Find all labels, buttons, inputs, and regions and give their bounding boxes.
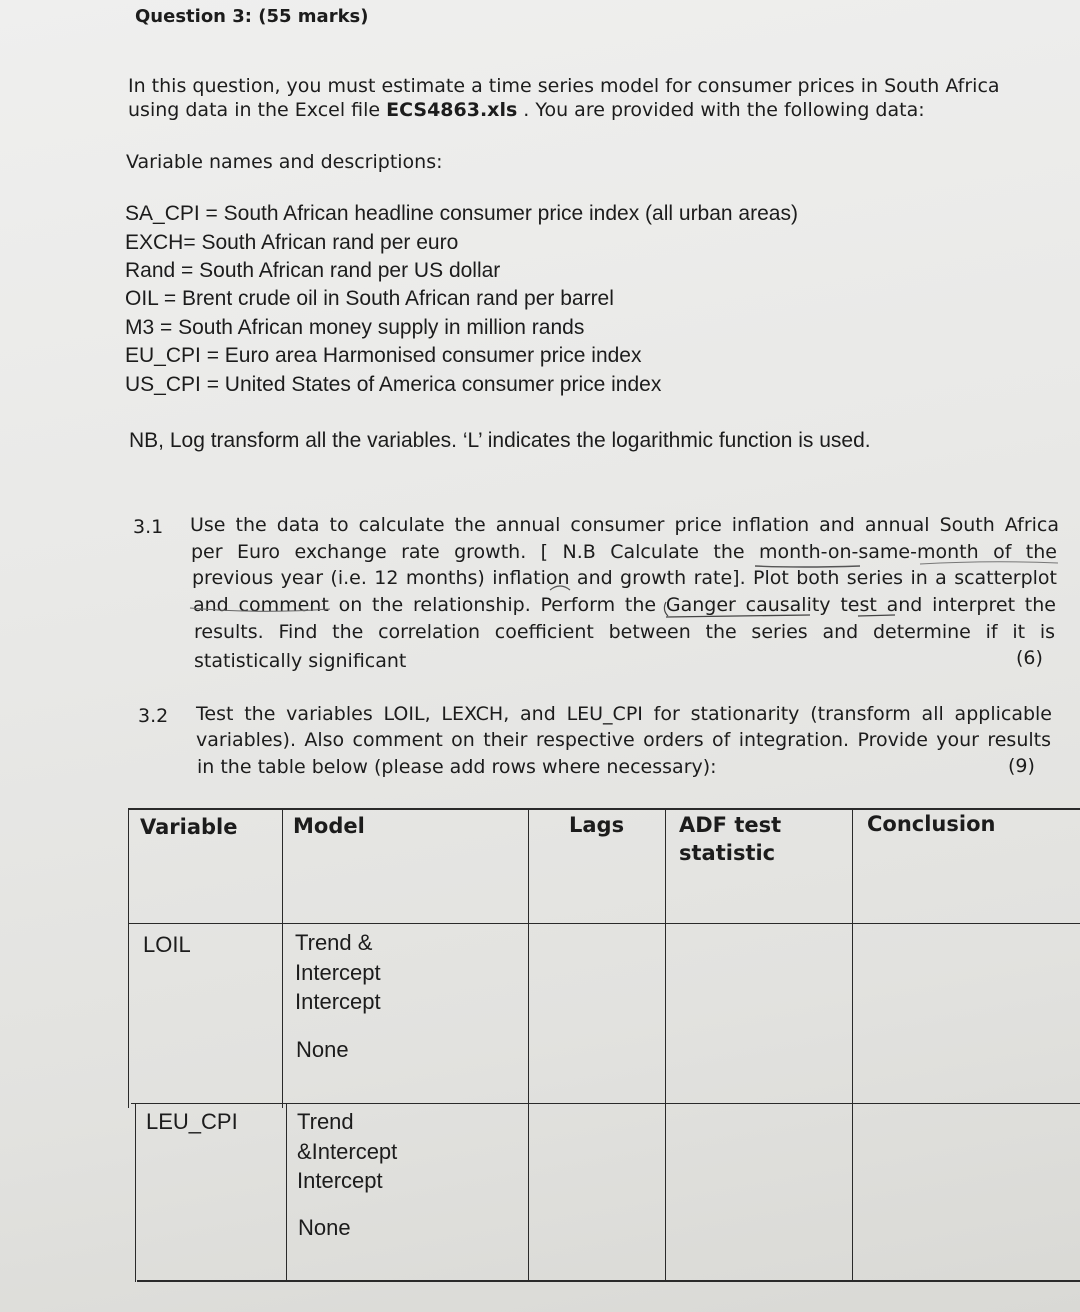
table-left-border-lower [135,1103,136,1282]
question-3-1-number: 3.1 [133,516,164,538]
table-cell-model-leu-cpi-1: Trend [297,1109,354,1134]
question-3-1-line-6: statistically significant [194,650,407,672]
question-3-2-line-1: Test the variables LOIL, LEXCH, and LEU_CPI for stationarity (transform all applicable [196,703,1052,725]
intro-line-2-prefix: using data in the Excel file [128,99,387,121]
question-3-1-line-3: previous year (i.e. 12 months) inflation and growth rate]. Plot both series in a scatterplot [192,567,1057,589]
table-cell-model-loil-3: Intercept [295,989,381,1014]
table-cell-model-leu-cpi-2: &Intercept [297,1139,398,1164]
question-3-2-number: 3.2 [138,705,169,727]
variable-desc-oil: OIL = Brent crude oil in South African rand per barrel [125,287,614,310]
table-bottom-border [137,1280,1080,1282]
table-header-adf-line-1: ADF test [679,813,782,837]
intro-line-1: In this question, you must estimate a time series model for consumer prices in South Africa [128,75,1000,97]
question-3-1-line-2: per Euro exchange rate growth. [ N.B Calculate the month-on-same-month of the [191,541,1057,563]
table-header-conclusion: Conclusion [867,812,996,836]
question-3-2-line-2: variables). Also comment on their respective orders of integration. Provide your results [196,729,1051,751]
table-cell-model-loil-1: Trend & [295,930,373,955]
table-header-lags: Lags [569,813,625,837]
table-cell-variable-loil: LOIL [143,932,191,957]
table-cell-model-leu-cpi-4: None [298,1215,351,1240]
table-cell-model-loil-4: None [296,1037,349,1062]
table-header-adf-line-2: statistic [679,841,776,865]
table-left-border-upper [128,808,129,1108]
question-3-2-line-3: in the table below (please add rows where necessary): [197,756,717,778]
nb-log-transform-note: NB, Log transform all the variables. ‘L’ indicates the logarithmic function is used. [129,429,871,452]
variable-desc-rand: Rand = South African rand per US dollar [125,259,501,282]
table-header-variable: Variable [140,815,238,839]
intro-line-2-suffix: . You are provided with the following data: [517,99,925,121]
question-3-1-line-1: Use the data to calculate the annual consumer price inflation and annual South Africa [190,514,1059,536]
table-cell-model-loil-2: Intercept [295,960,381,985]
table-cell-variable-leu-cpi: LEU_CPI [146,1109,238,1134]
col-divider-variable-model-lower [286,1103,287,1282]
table-header-divider [129,923,1080,924]
col-divider-lags-adf [665,808,666,1282]
question-3-1-line-4: and comment on the relationship. Perform the Ganger causality test and interpret the [193,594,1056,616]
variable-desc-m3: M3 = South African money supply in million rands [125,316,585,339]
question-3-1-line-5: results. Find the correlation coefficient between the series and determine if it is [194,621,1055,643]
col-divider-model-lags [528,808,529,1282]
variables-heading: Variable names and descriptions: [126,151,443,173]
excel-filename: ECS4863.xls [386,99,518,121]
variable-desc-sa-cpi: SA_CPI = South African headline consumer price index (all urban areas) [125,202,798,225]
variable-desc-us-cpi: US_CPI = United States of America consumer price index [125,373,662,396]
col-divider-adf-conclusion [852,808,853,1282]
table-top-border [128,808,1080,810]
question-heading: Question 3: (55 marks) [135,6,369,27]
table-cell-model-leu-cpi-3: Intercept [297,1168,383,1193]
intro-line-2 [128,99,925,121]
table-header-model: Model [293,814,365,838]
col-divider-variable-model-upper [282,808,283,1108]
question-3-1-marks: (6) [1016,647,1043,669]
variable-desc-eu-cpi: EU_CPI = Euro area Harmonised consumer price index [125,344,642,367]
table-row-divider [131,1103,1080,1104]
variable-desc-exch: EXCH= South African rand per euro [125,231,459,254]
question-3-2-marks: (9) [1008,755,1035,777]
